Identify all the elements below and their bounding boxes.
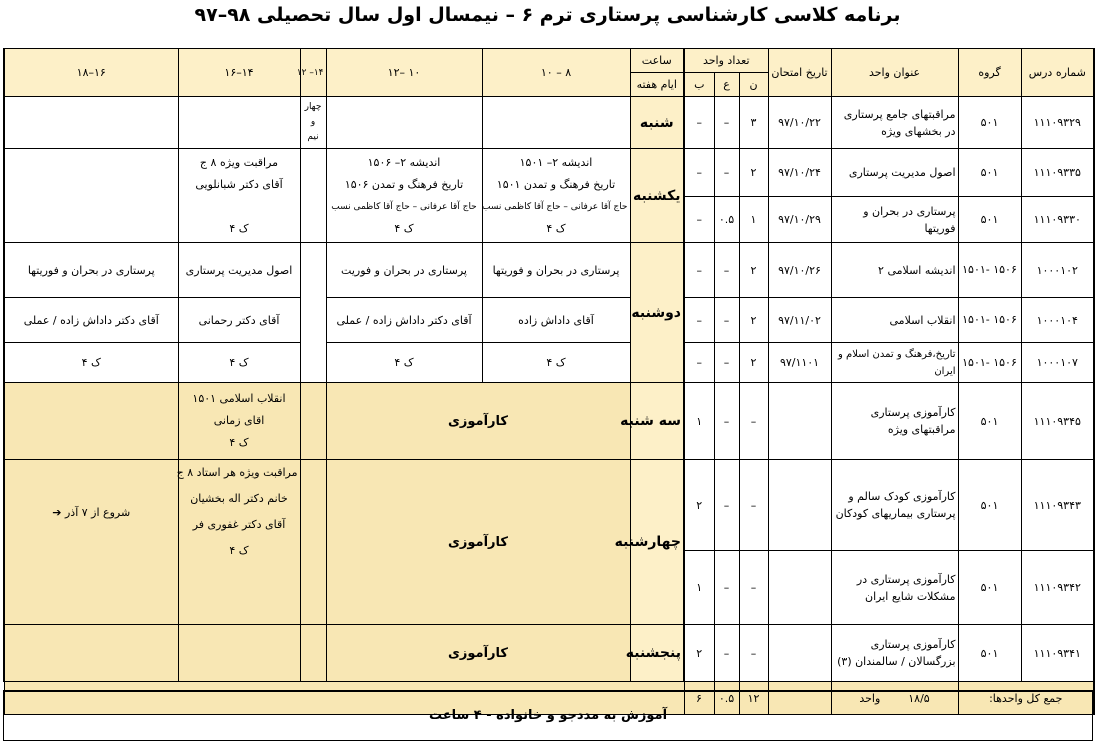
sun-16-18	[4, 149, 178, 243]
header-unit-n: ن	[739, 73, 768, 97]
sat-10-12	[326, 97, 482, 149]
unit-n: –	[739, 460, 768, 551]
unit-a: –	[714, 149, 739, 197]
footer-note: آموزش به مددجو و خانواده - ۴ ساعت	[3, 690, 1093, 741]
unit-b: –	[684, 149, 714, 197]
unit-b: –	[684, 343, 714, 383]
header-14-16: ۱۴–۱۶	[178, 49, 300, 97]
thu-internship: کارآموزی	[326, 625, 630, 682]
sun-12-14	[300, 149, 326, 243]
day-thursday: پنجشنبه	[630, 625, 684, 682]
exam-date	[768, 383, 831, 460]
thu-14-16	[178, 625, 300, 682]
unit-a: –	[714, 383, 739, 460]
unit-a: –	[714, 625, 739, 682]
mon-14-16-teacher: آقای دکتر رحمانی	[178, 298, 300, 343]
unit-n: –	[739, 383, 768, 460]
sat-noon-line: نیم	[307, 132, 319, 142]
course-title: اندیشه اسلامی ۲	[831, 243, 958, 298]
mon-16-18-teacher: آقای دکتر داداش زاده / عملی	[4, 298, 178, 343]
tue-16-18	[4, 383, 178, 460]
course-code: ۱۰۰۰۱۰۲	[1021, 243, 1094, 298]
header-course-title: عنوان واحد	[831, 49, 958, 97]
tue-14-16-line: انقلاب اسلامی ۱۵۰۱	[192, 392, 286, 405]
sat-12-14	[300, 97, 326, 149]
unit-a: –	[714, 97, 739, 149]
header-weekday: ایام هفته	[630, 73, 684, 97]
mon-10-12-title: پرستاری در بحران و فوریت	[326, 243, 482, 298]
wed-internship: کارآموزی	[326, 460, 630, 625]
header-course-code: شماره درس	[1021, 49, 1094, 97]
unit-a: –	[714, 551, 739, 625]
exam-date: ۹۷/۱۰/۲۹	[768, 197, 831, 243]
tue-internship: کارآموزی	[326, 383, 630, 460]
row-tuesday	[4, 383, 1094, 460]
course-group: ۱۵۰۱- ۱۵۰۶	[958, 243, 1021, 298]
course-code: ۱۱۱۰۹۳۳۵	[1021, 149, 1094, 197]
header-10-12: ۱۰ –۱۲	[326, 49, 482, 97]
wed-12-14	[300, 460, 326, 625]
course-title: کارآموزی پرستاری در مشکلات شایع ایران	[831, 551, 958, 625]
tue-12-14	[300, 383, 326, 460]
sun-10-12	[326, 149, 482, 243]
sun-8-10-line: ک ۴	[546, 221, 566, 235]
row-monday-1	[4, 243, 1094, 298]
mon-14-16-title: اصول مدیریت پرستاری	[178, 243, 300, 298]
unit-n: ۱	[739, 197, 768, 243]
mon-16-18-room: ک ۴	[4, 343, 178, 383]
sat-14-16	[178, 97, 300, 149]
sun-14-16-line: مراقبت ویژه ۸ ج	[199, 155, 279, 169]
mon-8-10-teacher: آقای داداش زاده	[482, 298, 630, 343]
header-unit-a: ع	[714, 73, 739, 97]
tue-14-16-line: اقای زمانی	[213, 414, 265, 427]
header-time: ساعت	[630, 49, 684, 73]
schedule-table	[3, 48, 1095, 715]
unit-n: ۲	[739, 149, 768, 197]
unit-a: –	[714, 460, 739, 551]
tue-14-16	[178, 383, 300, 460]
exam-date: ۹۷/۱۰/۲۶	[768, 243, 831, 298]
unit-b: ۱	[684, 551, 714, 625]
day-monday: دوشنبه	[630, 243, 684, 383]
header-units: تعداد واحد	[684, 49, 768, 73]
exam-date	[768, 625, 831, 682]
unit-a: –	[714, 243, 739, 298]
sun-14-16-line: ک ۴	[229, 221, 249, 235]
unit-b: –	[684, 97, 714, 149]
header-exam-date: تاریخ امتحان	[768, 49, 831, 97]
unit-b: ۱	[684, 383, 714, 460]
sun-10-12-line: اندیشه ۲– ۱۵۰۶	[367, 155, 441, 169]
row-saturday	[4, 97, 1094, 149]
course-title: مراقبتهای جامع پرستاری در بخشهای ویژه	[831, 97, 958, 149]
course-code: ۱۱۱۰۹۳۴۲	[1021, 551, 1094, 625]
course-code: ۱۱۱۰۹۳۴۱	[1021, 625, 1094, 682]
wed-14-16-line: آقای دکتر غفوری فر	[192, 518, 286, 531]
unit-b: –	[684, 298, 714, 343]
exam-date	[768, 551, 831, 625]
course-title: اصول مدیریت پرستاری	[831, 149, 958, 197]
row-thursday	[4, 625, 1094, 682]
wed-16-18	[4, 460, 178, 625]
mon-8-10-title: پرستاری در بحران و فوریتها	[482, 243, 630, 298]
day-saturday: شنبه	[630, 97, 684, 149]
day-tuesday: سه شنبه	[630, 383, 684, 460]
exam-date: ۹۷/۱۱۰۱	[768, 343, 831, 383]
course-code: ۱۱۱۰۹۳۴۵	[1021, 383, 1094, 460]
header-row-1	[4, 49, 1094, 73]
mon-8-10-room: ک ۴	[482, 343, 630, 383]
sun-14-16-line: آقای دکتر شبانلویی	[195, 177, 283, 191]
course-group: ۵۰۱	[958, 383, 1021, 460]
course-title: کارآموزی پرستاری مراقبتهای ویژه	[831, 383, 958, 460]
day-wednesday: چهارشنبه	[630, 460, 684, 625]
course-title: پرستاری در بحران و فوریتها	[831, 197, 958, 243]
unit-b: ۲	[684, 460, 714, 551]
course-group: ۵۰۱	[958, 625, 1021, 682]
course-code: ۱۱۱۰۹۳۲۹	[1021, 97, 1094, 149]
totals-label: جمع کل واحدها:	[958, 682, 1094, 715]
unit-b: ۲	[684, 625, 714, 682]
arrow-right-icon: ➔	[52, 505, 62, 519]
sun-10-12-line: ک ۴	[394, 221, 414, 235]
row-monday-2	[4, 298, 1094, 343]
course-code: ۱۱۱۰۹۳۳۰	[1021, 197, 1094, 243]
sat-noon-line: چهار	[304, 102, 322, 112]
row-wednesday-1	[4, 460, 1094, 551]
wed-14-16-line: خانم دکتر اله بخشیان	[190, 492, 288, 505]
sun-14-16	[178, 149, 300, 243]
thu-16-18	[4, 625, 178, 682]
course-title: انقلاب اسلامی	[831, 298, 958, 343]
header-12-14: ۱۴– ۱۲	[300, 49, 326, 97]
course-group: ۱۵۰۱- ۱۵۰۶	[958, 298, 1021, 343]
wed-start-note: شروع از ۷ آذر	[65, 505, 131, 519]
sat-noon-line: و	[310, 117, 316, 127]
page-title: برنامه کلاسی کارشناسی پرستاری ترم ۶ – نیمسال اول سال تحصیلی ۹۸–۹۷	[194, 4, 901, 26]
unit-a: –	[714, 343, 739, 383]
header-8-10: ۸ – ۱۰	[482, 49, 630, 97]
sun-8-10-line: تاریخ فرهنگ و تمدن ۱۵۰۱	[496, 177, 616, 191]
unit-n: ۲	[739, 243, 768, 298]
day-sunday: یکشنبه	[630, 149, 684, 243]
unit-b: –	[684, 197, 714, 243]
unit-n: ۲	[739, 298, 768, 343]
course-group: ۵۰۱	[958, 460, 1021, 551]
exam-date	[768, 460, 831, 551]
row-sunday-1	[4, 149, 1094, 197]
unit-a: –	[714, 298, 739, 343]
sun-8-10-line: اندیشه ۲– ۱۵۰۱	[519, 155, 593, 169]
header-group: گروه	[958, 49, 1021, 97]
exam-date: ۹۷/۱۰/۲۴	[768, 149, 831, 197]
sun-10-12-line: تاریخ فرهنگ و تمدن ۱۵۰۶	[344, 177, 464, 191]
mon-12-14	[300, 243, 326, 383]
course-code: ۱۰۰۰۱۰۴	[1021, 298, 1094, 343]
sat-16-18	[4, 97, 178, 149]
totals-b: ۶	[684, 682, 714, 715]
course-group: ۵۰۱	[958, 197, 1021, 243]
mon-10-12-room: ک ۴	[326, 343, 482, 383]
mon-14-16-room: ک ۴	[178, 343, 300, 383]
unit-n: –	[739, 551, 768, 625]
course-group: ۵۰۱	[958, 551, 1021, 625]
header-16-18: ۱۶–۱۸	[4, 49, 178, 97]
totals-n: ۱۲	[739, 682, 768, 715]
course-title: کارآموزی کودک سالم و پرستاری بیماریهای کودکان	[831, 460, 958, 551]
tue-14-16-line: ک ۴	[229, 436, 249, 449]
totals-unit: واحد	[859, 691, 881, 705]
wed-14-16-line: ک ۴	[229, 544, 249, 557]
unit-n: –	[739, 625, 768, 682]
unit-n: ۳	[739, 97, 768, 149]
mon-10-12-teacher: آقای دکتر داداش زاده / عملی	[326, 298, 482, 343]
mon-16-18-title: پرستاری در بحران و فوریتها	[4, 243, 178, 298]
exam-date: ۹۷/۱۰/۲۲	[768, 97, 831, 149]
course-group: ۵۰۱	[958, 149, 1021, 197]
totals-a: ۰.۵	[714, 682, 739, 715]
thu-12-14	[300, 625, 326, 682]
course-group: ۵۰۱	[958, 97, 1021, 149]
sat-8-10	[482, 97, 630, 149]
course-group: ۱۵۰۱- ۱۵۰۶	[958, 343, 1021, 383]
sun-8-10-line: حاج آقا عرفانی – حاج آقا کاظمی نسب	[482, 201, 628, 212]
exam-date: ۹۷/۱۱/۰۲	[768, 298, 831, 343]
unit-b: –	[684, 243, 714, 298]
row-monday-3	[4, 343, 1094, 383]
unit-a: ۰.۵	[714, 197, 739, 243]
unit-n: ۲	[739, 343, 768, 383]
totals-value: ۱۸/۵	[908, 691, 930, 705]
sun-8-10	[482, 149, 630, 243]
header-unit-b: ب	[684, 73, 714, 97]
course-code: ۱۱۱۰۹۳۴۳	[1021, 460, 1094, 551]
course-code: ۱۰۰۰۱۰۷	[1021, 343, 1094, 383]
sun-10-12-line: حاج آقا عرفانی – حاج آقا کاظمی نسب	[331, 201, 477, 212]
wed-14-16	[178, 460, 300, 625]
course-title: کارآموزی پرستاری بزرگسالان / سالمندان (۳)	[831, 625, 958, 682]
wed-14-16-line: مراقبت ویژه هر استاد ۸ ج	[176, 466, 298, 479]
course-title: تاریخ،فرهنگ و تمدن اسلام و ایران	[831, 343, 958, 383]
